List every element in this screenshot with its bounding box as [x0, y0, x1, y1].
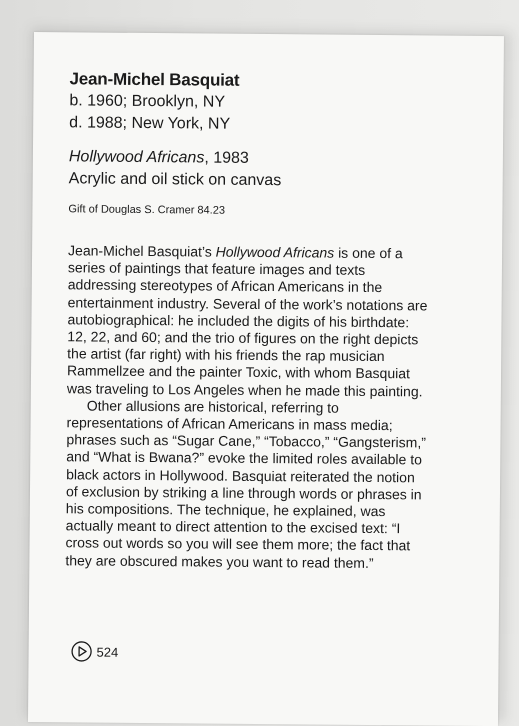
audio-guide-number: 524	[96, 644, 119, 660]
artwork-medium: Acrylic and oil stick on canvas	[68, 170, 282, 190]
para1-start: Jean-Michel Basquiat’s	[68, 242, 216, 260]
artwork-title: Hollywood Africans	[68, 148, 205, 167]
artist-birth: b. 1960; Brooklyn, NY	[69, 92, 226, 111]
artist-header	[69, 68, 470, 137]
artwork-info	[69, 146, 469, 193]
artwork-year: , 1983	[204, 149, 249, 167]
para1-title: Hollywood Africans	[215, 243, 335, 261]
artist-name: Jean-Michel Basquiat	[69, 69, 240, 90]
para1-rest: is one of a series of paintings that feature images and texts addressing stereotypes of African Americans in the entertainment industry. Several of the work’s notations are autobiographical: he included the digits of his birthdate: 12, 22, and 60; and the trio of figures on the right depicts the artist (far right) with his friends the rap musician Rammellzee and the painter Toxic, with whom Basquiat was traveling to Los Angeles when he made this painting.	[66, 244, 428, 400]
credit-line: Gift of Douglas S. Cramer 84.23	[68, 203, 226, 217]
museum-label-card	[28, 32, 504, 726]
description-paragraph-2: Other allusions are historical, referring to representations of African Americans in mass media; phrases such as “Sugar Cane,” “Tobacco,” “Gangsterism,” and “What is Bwana?” evoke the limited roles available to black actors in Hollywood. Basquiat reiterated the notion of exclusion by striking a line through words or phrases in his compositions. The technique, he explained, was actually meant to direct attention to the excised text: “I cross out words so you will see them more; the fact that they are obscured makes you want to read them.”	[65, 397, 426, 571]
description-paragraph-1	[67, 242, 428, 400]
description	[65, 242, 428, 572]
audio-guide	[71, 640, 119, 662]
play-circle-icon	[71, 640, 93, 662]
artist-death: d. 1988; New York, NY	[69, 114, 231, 133]
